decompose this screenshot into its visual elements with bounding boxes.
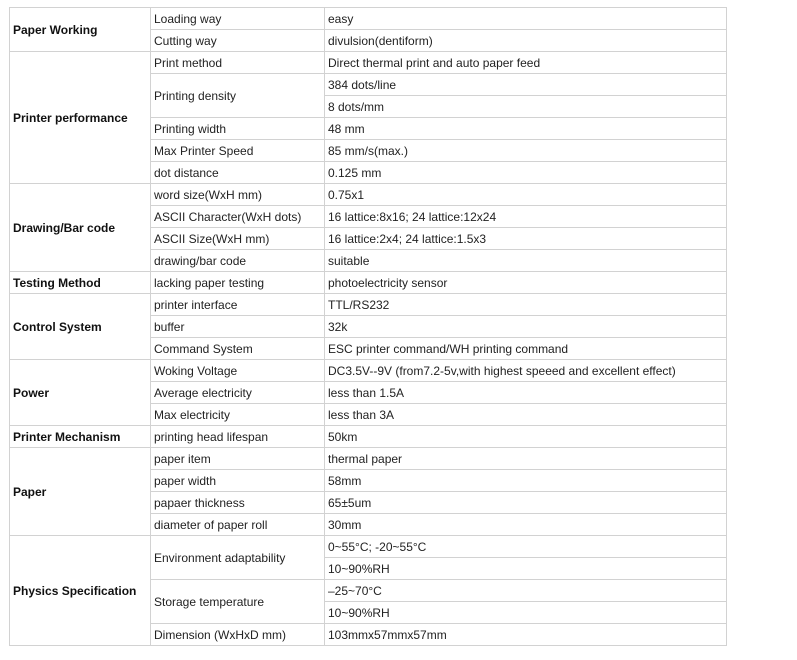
group-title: Printer Mechanism bbox=[10, 426, 151, 448]
spec-value: less than 3A bbox=[325, 404, 727, 426]
spec-value: easy bbox=[325, 8, 727, 30]
spec-label: paper width bbox=[151, 470, 325, 492]
table-row bbox=[10, 184, 727, 206]
spec-label: Max electricity bbox=[151, 404, 325, 426]
group-title: Physics Specification bbox=[10, 536, 151, 646]
table-row bbox=[10, 448, 727, 470]
group-title: Control System bbox=[10, 294, 151, 360]
spec-label: papaer thickness bbox=[151, 492, 325, 514]
spec-value: 65±5um bbox=[325, 492, 727, 514]
spec-label: Max Printer Speed bbox=[151, 140, 325, 162]
spec-value: less than 1.5A bbox=[325, 382, 727, 404]
group-title: Testing Method bbox=[10, 272, 151, 294]
spec-label: Cutting way bbox=[151, 30, 325, 52]
spec-label: Printing density bbox=[151, 74, 325, 118]
spec-label: printing head lifespan bbox=[151, 426, 325, 448]
spec-label: diameter of paper roll bbox=[151, 514, 325, 536]
spec-label: Dimension (WxHxD mm) bbox=[151, 624, 325, 646]
spec-value: 0~55°C; -20~55°C bbox=[325, 536, 727, 558]
table-row bbox=[10, 426, 727, 448]
table-row bbox=[10, 8, 727, 30]
spec-value: TTL/RS232 bbox=[325, 294, 727, 316]
spec-label: Printing width bbox=[151, 118, 325, 140]
group-title: Printer performance bbox=[10, 52, 151, 184]
spec-value: 30mm bbox=[325, 514, 727, 536]
spec-value: photoelectricity sensor bbox=[325, 272, 727, 294]
spec-label: Average electricity bbox=[151, 382, 325, 404]
spec-label: word size(WxH mm) bbox=[151, 184, 325, 206]
spec-label: Environment adaptability bbox=[151, 536, 325, 580]
spec-value: Direct thermal print and auto paper feed bbox=[325, 52, 727, 74]
spec-value: ESC printer command/WH printing command bbox=[325, 338, 727, 360]
spec-label: Print method bbox=[151, 52, 325, 74]
spec-value: 0.125 mm bbox=[325, 162, 727, 184]
spec-value: thermal paper bbox=[325, 448, 727, 470]
spec-table bbox=[9, 7, 727, 646]
spec-value: 16 lattice:2x4; 24 lattice:1.5x3 bbox=[325, 228, 727, 250]
spec-value: divulsion(dentiform) bbox=[325, 30, 727, 52]
table-row bbox=[10, 52, 727, 74]
group-title: Paper bbox=[10, 448, 151, 536]
spec-label: Loading way bbox=[151, 8, 325, 30]
spec-label: Storage temperature bbox=[151, 580, 325, 624]
spec-value: 0.75x1 bbox=[325, 184, 727, 206]
spec-value: 10~90%RH bbox=[325, 558, 727, 580]
spec-label: dot distance bbox=[151, 162, 325, 184]
spec-value: suitable bbox=[325, 250, 727, 272]
spec-value: 50km bbox=[325, 426, 727, 448]
group-title: Paper Working bbox=[10, 8, 151, 52]
spec-label: printer interface bbox=[151, 294, 325, 316]
spec-value: 16 lattice:8x16; 24 lattice:12x24 bbox=[325, 206, 727, 228]
spec-value: 48 mm bbox=[325, 118, 727, 140]
spec-value: –25~70°C bbox=[325, 580, 727, 602]
table-row bbox=[10, 272, 727, 294]
spec-label: ASCII Size(WxH mm) bbox=[151, 228, 325, 250]
spec-value: 58mm bbox=[325, 470, 727, 492]
group-title: Power bbox=[10, 360, 151, 426]
spec-value: 103mmx57mmx57mm bbox=[325, 624, 727, 646]
spec-value: 8 dots/mm bbox=[325, 96, 727, 118]
group-title: Drawing/Bar code bbox=[10, 184, 151, 272]
spec-label: paper item bbox=[151, 448, 325, 470]
spec-label: buffer bbox=[151, 316, 325, 338]
spec-value: DC3.5V--9V (from7.2-5v,with highest speeed and excellent effect) bbox=[325, 360, 727, 382]
table-row bbox=[10, 294, 727, 316]
spec-label: Woking Voltage bbox=[151, 360, 325, 382]
spec-value: 384 dots/line bbox=[325, 74, 727, 96]
table-row bbox=[10, 360, 727, 382]
spec-label: drawing/bar code bbox=[151, 250, 325, 272]
spec-value: 32k bbox=[325, 316, 727, 338]
spec-value: 85 mm/s(max.) bbox=[325, 140, 727, 162]
spec-table-body bbox=[10, 8, 727, 646]
spec-label: Command System bbox=[151, 338, 325, 360]
table-row bbox=[10, 536, 727, 558]
spec-label: ASCII Character(WxH dots) bbox=[151, 206, 325, 228]
spec-value: 10~90%RH bbox=[325, 602, 727, 624]
spec-label: lacking paper testing bbox=[151, 272, 325, 294]
